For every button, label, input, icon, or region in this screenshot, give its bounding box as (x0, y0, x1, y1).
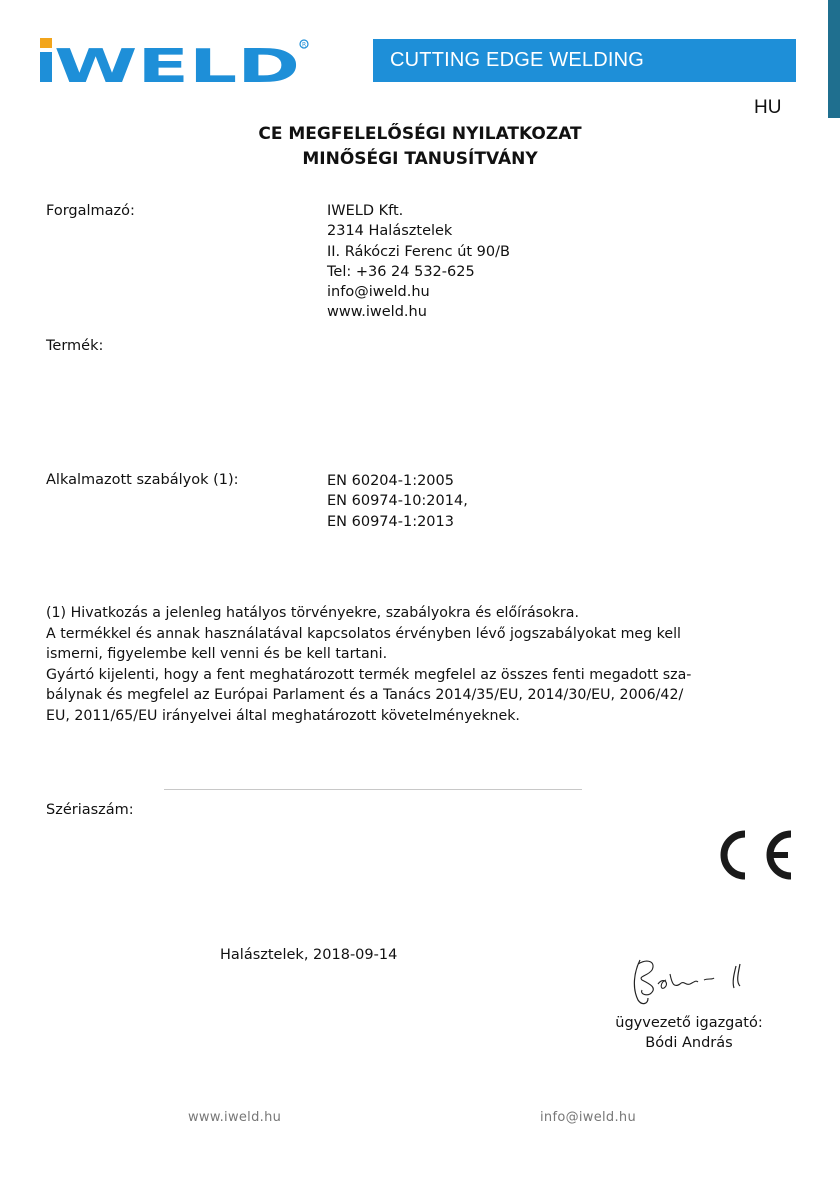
note-line: ismerni, figyelembe kell venni és be kell tartani. (46, 646, 388, 663)
svg-text:R: R (302, 41, 307, 49)
standard-line: EN 60974-10:2014, (327, 493, 468, 510)
note-line: EU, 2011/65/EU irányelvei által meghatározott követelményeknek. (46, 707, 520, 724)
signature-caption (597, 1013, 781, 1053)
standards-label: Alkalmazott szabályok (1): (46, 472, 239, 488)
note-line: Gyártó kijelenti, hogy a fent meghatározott termék megfelel az összes fenti megadott sza- (46, 666, 692, 683)
standard-line: EN 60204-1:2005 (327, 473, 454, 489)
distributor-line: II. Rákóczi Ferenc út 90/B (327, 243, 510, 260)
distributor-line: info@iweld.hu (327, 284, 430, 301)
legal-notes (46, 603, 806, 727)
edge-tab-bar (828, 0, 840, 118)
serial-label: Szériaszám: (46, 802, 134, 818)
note-line: A termékkel és annak használatával kapcsolatos érvényben lévő jogszabályokat meg kell (46, 625, 681, 642)
tagline-banner: CUTTING EDGE WELDING (373, 39, 796, 82)
distributor-label: Forgalmazó: (46, 203, 135, 219)
standard-line: EN 60974-1:2013 (327, 513, 454, 530)
distributor-line: Tel: +36 24 532-625 (327, 263, 475, 280)
footer-email: info@iweld.hu (540, 1110, 636, 1125)
distributor-block (327, 201, 510, 323)
distributor-line: 2314 Halásztelek (327, 223, 453, 240)
footer-website: www.iweld.hu (188, 1110, 282, 1125)
svg-text:WELD: WELD (54, 39, 300, 86)
signatory-name: Bódi András (645, 1035, 733, 1051)
signature-image (624, 954, 774, 1012)
note-line: (1) Hivatkozás a jelenleg hatályos törvényekre, szabályokra és előírásokra. (46, 605, 579, 621)
iweld-logo (38, 36, 310, 86)
signatory-role: ügyvezető igazgató: (615, 1015, 763, 1031)
serial-divider (164, 789, 582, 790)
distributor-line: www.iweld.hu (327, 304, 427, 321)
document-title: CE MEGFELELŐSÉGI NYILATKOZAT (258, 124, 582, 144)
standards-block (327, 471, 468, 532)
distributor-line: IWELD Kft. (327, 203, 404, 219)
ce-mark-icon (718, 828, 796, 882)
product-label: Termék: (46, 338, 104, 354)
document-subtitle: MINŐSÉGI TANUSÍTVÁNY (302, 149, 538, 169)
place-date: Halásztelek, 2018-09-14 (220, 947, 398, 963)
language-code: HU (754, 97, 782, 118)
note-line: bálynak és megfelel az Európai Parlament és a Tanács 2014/35/EU, 2014/30/EU, 2006/42/ (46, 687, 684, 704)
